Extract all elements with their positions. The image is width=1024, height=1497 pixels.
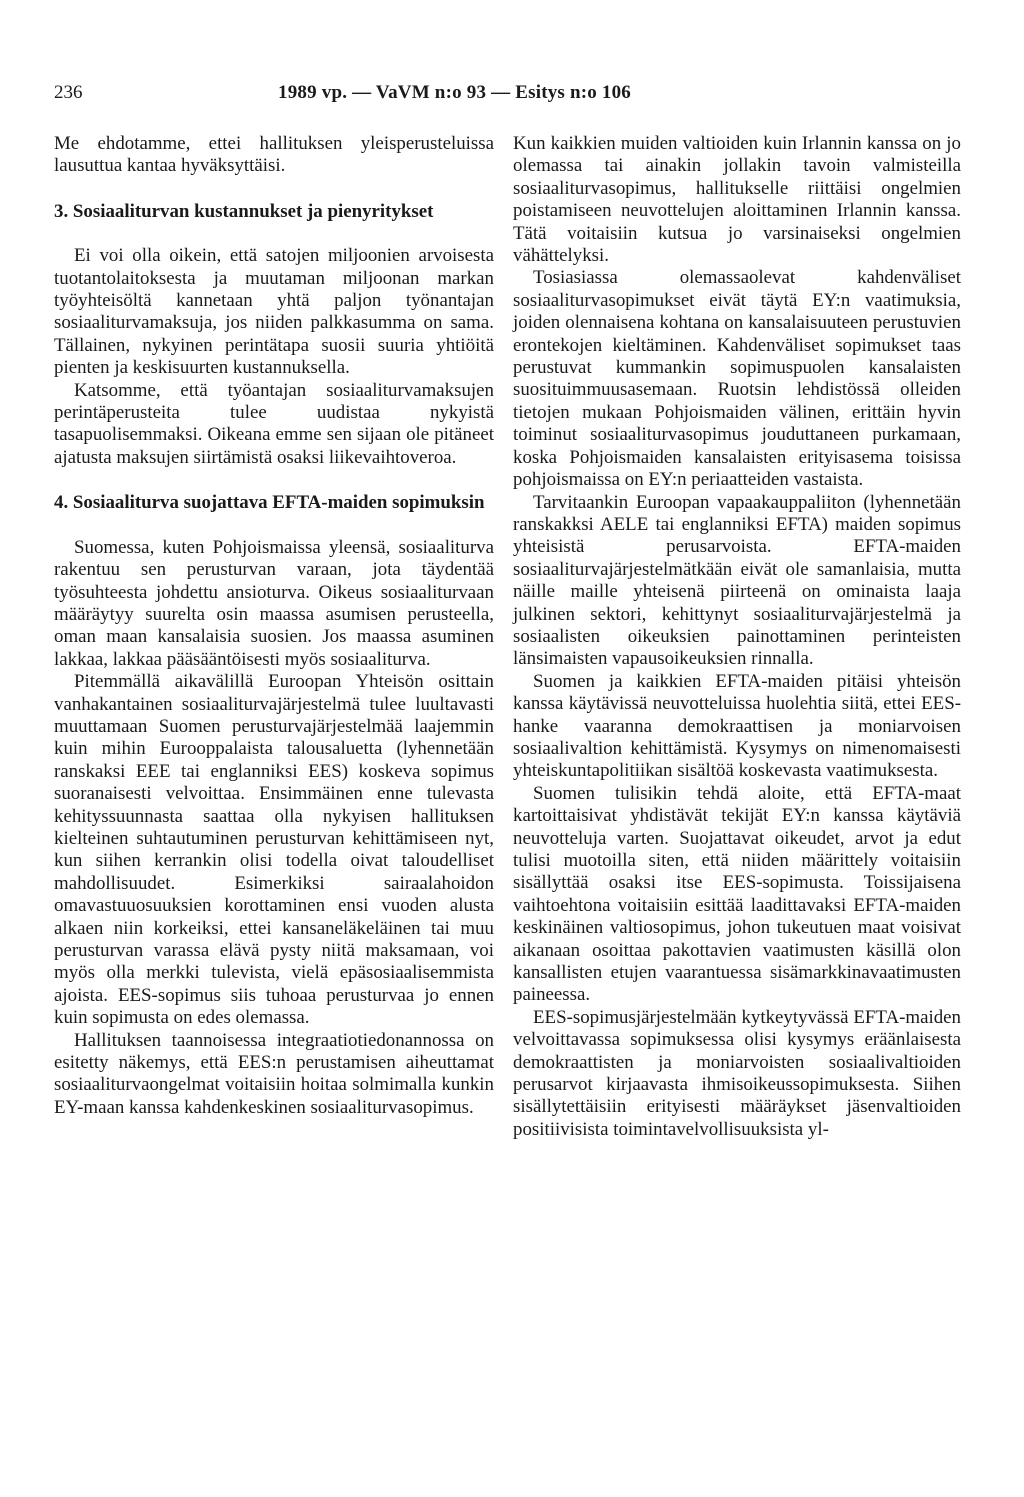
section-heading-3: 3. Sosiaaliturvan kustannukset ja pienyritykset — [54, 200, 434, 222]
paragraph-intro: Me ehdotamme, ettei hallituksen yleisperusteluissa lausuttua kantaa hyväksyttäisi. — [54, 133, 494, 177]
paragraph: Katsomme, että työantajan sosiaaliturvamaksujen perintäperusteita tulee uudistaa nykyistä tasapuolisemmaksi. Oikeana emme sen sijaan ole pitäneet ajatusta maksujen siirtämistä osaksi liikevaihtoveroa. — [54, 379, 494, 468]
paragraph: Tosiasiassa olemassaolevat kahdenväliset sosiaaliturvasopimukset eivät täytä EY:n vaatimuksia, joiden olennaisena kohtana on kansalaisuuteen perustuvien erontekojen kieltäminen. Kahdenväliset sopimukset taas perustuvat kummankin sopimuspuolen kansalaisten suosituimmuusasemaan. Ruotsin lehdistössä olleiden tietojen mukaan Pohjoismaiden välinen, erittäin hyvin toiminut sosiaaliturvasopimus jouduttaneen purkamaan, koska Pohjoismaiden kansalaisten erityisasema toisissa pohjoismaissa on EY:n periaatteiden vastaista. — [513, 267, 961, 491]
running-head: 1989 vp. — VaVM n:o 93 — Esitys n:o 106 — [278, 82, 632, 103]
section-heading-4: 4. Sosiaaliturva suojattava EFTA-maiden sopimuksin — [54, 492, 485, 514]
paragraph: Kun kaikkien muiden valtioiden kuin Irlannin kanssa on jo olemassa tai ainakin jollakin tavoin valmisteilla sosiaaliturvasopimus, hallitukselle riittäisi ongelmien poistamiseen neuvottelujen aloittaminen Irlannin kanssa. Tätä voitaisiin kutsua jo varsinaiseksi ongelmien vähättelyksi. — [513, 133, 961, 267]
right-column — [513, 133, 961, 1141]
paragraph: Suomen tulisikin tehdä aloite, että EFTA-maat kartoittaisivat yhdistävät tekijät EY:n kanssa käytäviä neuvotteluja varten. Suojattavat oikeudet, arvot ja edut tulisi muotoilla siten, että niiden määrittely voitaisiin sisällyttää osaksi itse EES-sopimusta. Toissijaisena vaihtoehtona voitaisiin esittää laadittavaksi EFTA-maiden keskinäinen valtiosopimus, johon tukeutuen maat voisivat aikanaan osoittaa pakottavien vaatimusten käsillä olon kansallisten etujen vaarantuessa sisämarkkinavaatimusten paineessa. — [513, 782, 961, 1006]
paragraph: Suomen ja kaikkien EFTA-maiden pitäisi yhteisön kanssa käytävissä neuvotteluissa huolehtia siitä, ettei EES-hanke vaaranna demokraattisen ja moniarvoisen sosiaalivaltion kehittämistä. Kysymys on nimenomaisesti yhteiskuntapolitiikan sisältöä koskevasta vaatimuksesta. — [513, 670, 961, 782]
paragraph: Suomessa, kuten Pohjoismaissa yleensä, sosiaaliturva rakentuu sen perusturvan varaan, jota täydentää työsuhteesta johdettu ansioturva. Oikeus sosiaaliturvaan määräytyy suurelta osin maassa asumisen perusteella, oman maan kansalaisia suosien. Jos maassa asuminen lakkaa, lakkaa pääsääntöisesti myös sosiaaliturva. — [54, 536, 494, 670]
paragraph: Hallituksen taannoisessa integraatiotiedonannossa on esitetty näkemys, että EES:n perustamisen aiheuttamat sosiaaliturvaongelmat voitaisiin hoitaa solmimalla kunkin EY-maan kanssa kahdenkeskinen sosiaaliturvasopimus. — [54, 1029, 494, 1118]
paragraph: Ei voi olla oikein, että satojen miljoonien arvoisesta tuotantolaitoksesta ja muutaman miljoonan markan työyhteisöltä kannetaan yhtä paljon työnantajan sosiaaliturvamaksuja, jos niiden palkkasumma on sama. Tällainen, nykyinen perintätapa suosii suuria yhtiöitä pienten ja keskisuurten kustannuksella. — [54, 245, 494, 379]
page-header — [54, 82, 1014, 108]
paragraph: Tarvitaankin Euroopan vapaakauppaliiton (lyhennetään ranskakksi AELE tai englanniksi EFTA) maiden sopimus yhteisistä perusarvoista. EFTA-maiden sosiaaliturvajärjestelmätkään eivät ole samanlaisia, mutta näille maille yhteisenä piirteenä on ominaista laaja julkinen sektori, kehittynyt sosiaaliturvajärjestelmä ja sosiaalisten oikeuksien painottaminen perinteisten länsimaisten vapausoikeuksien rinnalla. — [513, 491, 961, 670]
paragraph: Pitemmällä aikavälillä Euroopan Yhteisön osittain vanhakantainen sosiaaliturvajärjestelmä tulee luultavasti muuttamaan Suomen perusturvajärjestelmää laajemmin kuin mihin Eurooppalaista talousaluetta (lyhennetään ranskaksi EEE tai englanniksi EES) koskeva sopimus suoranaisesti velvoittaa. Ensimmäinen enne tulevasta kehityssuunnasta saattaa olla nykyisen hallituksen kielteinen suhtautuminen perusturvan kehittämiseen nyt, kun siihen kerrankin olisi todella oivat taloudelliset mahdollisuudet. Esimerkiksi sairaalahoidon omavastuuosuuksien korottaminen ensi vuoden alusta alkaen niin korkeiksi, ettei kansaneläkeläinen tai muu perusturvan varassa elävä pysty niitä maksamaan, voi myös olla merkki tulevista, vielä epäsosiaalisemmista ajoista. EES-sopimus siis tuhoaa perusturvaa jo ennen kuin sopimusta on edes olemassa. — [54, 671, 494, 1029]
paragraph: EES-sopimusjärjestelmään kytkeytyvässä EFTA-maiden velvoittavassa sopimuksessa olisi kysymys eräänlaisesta demokraattisten ja moniarvoisten sosiaalivaltioiden perusarvot kirjaavasta ihmisoikeussopimuksesta. Siihen sisällytettäisiin erityisesti määräykset jäsenvaltioiden positiivisista toimintavelvollisuuksista yl- — [513, 1006, 961, 1140]
page-number: 236 — [54, 82, 83, 103]
left-column — [54, 133, 494, 1119]
